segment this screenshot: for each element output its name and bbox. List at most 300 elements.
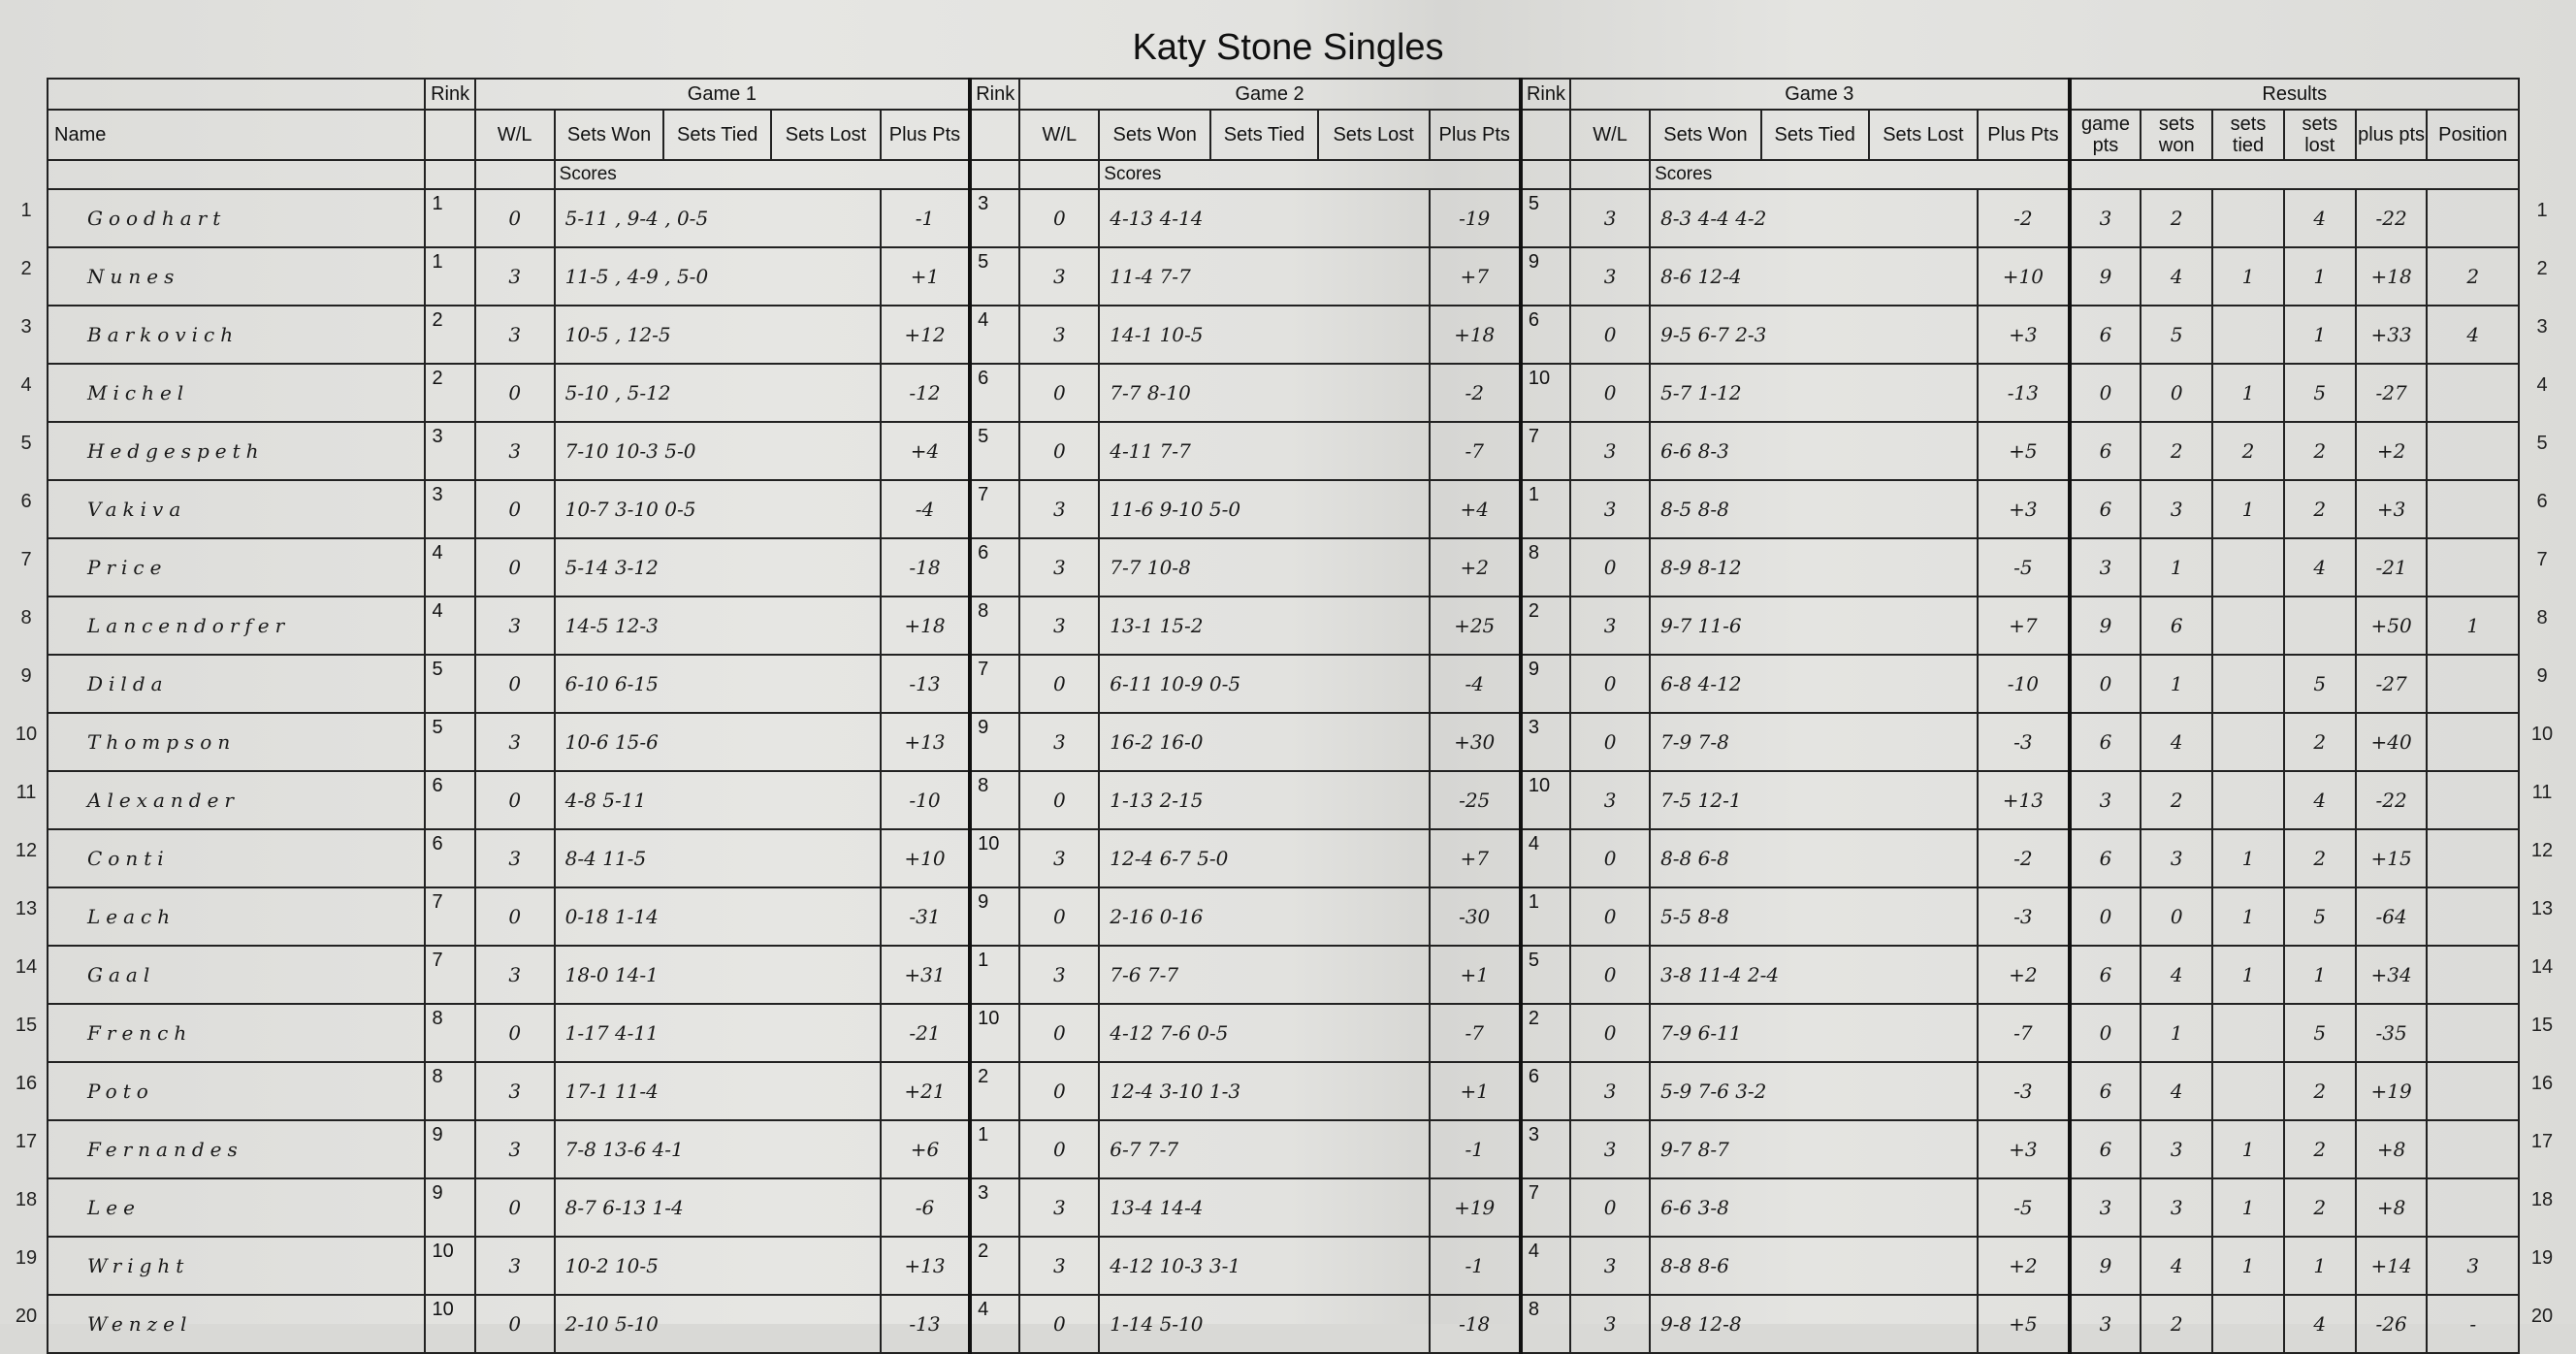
wl-game-2: 3 <box>1019 829 1099 887</box>
wl-game-3: 0 <box>1570 946 1650 1004</box>
plus-pts-game-2: +7 <box>1430 247 1521 306</box>
header-blank <box>2070 160 2519 189</box>
wl-game-3: 3 <box>1570 422 1650 480</box>
header-sets-lost-3: Sets Lost <box>1869 110 1979 160</box>
scores-game-2: 1-14 5-10 <box>1099 1295 1429 1353</box>
wl-game-1: 0 <box>475 480 555 538</box>
plus-pts-game-3: -13 <box>1978 364 2069 422</box>
row-number-left: 19 <box>15 1247 38 1269</box>
plus-pts-game-1: +6 <box>881 1120 970 1178</box>
row-number-left: 12 <box>15 840 38 861</box>
result-sets-lost: 4 <box>2284 771 2356 829</box>
scores-game-2: 7-7 10-8 <box>1099 538 1429 596</box>
scores-game-1: 0-18 1-14 <box>555 887 881 946</box>
result-position <box>2427 1004 2519 1062</box>
plus-pts-game-3: +2 <box>1978 1237 2069 1295</box>
header-res-sets-won: sets won <box>2141 110 2212 160</box>
header-res-sets-tied: sets tied <box>2212 110 2284 160</box>
wl-game-2: 3 <box>1019 247 1099 306</box>
wl-game-1: 3 <box>475 1062 555 1120</box>
scores-game-2: 12-4 3-10 1-3 <box>1099 1062 1429 1120</box>
rink-game-3: 3 <box>1521 713 1570 771</box>
result-game-pts: 3 <box>2070 1178 2141 1237</box>
rink-game-1: 1 <box>425 247 474 306</box>
scores-game-3: 5-5 8-8 <box>1650 887 1978 946</box>
result-sets-tied: 1 <box>2212 1237 2284 1295</box>
result-sets-tied <box>2212 596 2284 655</box>
scores-game-2: 13-1 15-2 <box>1099 596 1429 655</box>
result-plus-pts: +3 <box>2356 480 2428 538</box>
scores-game-3: 8-5 8-8 <box>1650 480 1978 538</box>
plus-pts-game-2: +30 <box>1430 713 1521 771</box>
row-number-left: 7 <box>20 549 32 570</box>
result-sets-won: 2 <box>2141 422 2212 480</box>
row-number-right: 10 <box>2530 724 2554 745</box>
rink-game-2: 7 <box>970 655 1019 713</box>
plus-pts-game-3: +5 <box>1978 422 2069 480</box>
wl-game-1: 0 <box>475 364 555 422</box>
plus-pts-game-1: +12 <box>881 306 970 364</box>
row-number-right: 17 <box>2530 1131 2554 1152</box>
rink-game-3: 4 <box>1521 1237 1570 1295</box>
rink-game-1: 1 <box>425 189 474 247</box>
wl-game-2: 0 <box>1019 655 1099 713</box>
rink-game-2: 3 <box>970 1178 1019 1237</box>
rink-game-1: 10 <box>425 1237 474 1295</box>
plus-pts-game-2: +2 <box>1430 538 1521 596</box>
wl-game-2: 3 <box>1019 946 1099 1004</box>
scores-game-1: 18-0 14-1 <box>555 946 881 1004</box>
result-sets-lost <box>2284 596 2356 655</box>
header-wl-1: W/L <box>475 110 555 160</box>
result-sets-lost: 2 <box>2284 713 2356 771</box>
scores-game-3: 5-9 7-6 3-2 <box>1650 1062 1978 1120</box>
scores-game-3: 6-8 4-12 <box>1650 655 1978 713</box>
row-number-right: 3 <box>2536 316 2548 338</box>
plus-pts-game-1: -1 <box>881 189 970 247</box>
header-sets-tied-2: Sets Tied <box>1210 110 1318 160</box>
rink-game-1: 9 <box>425 1178 474 1237</box>
rink-game-3: 1 <box>1521 480 1570 538</box>
plus-pts-game-1: +21 <box>881 1062 970 1120</box>
wl-game-2: 3 <box>1019 480 1099 538</box>
wl-game-2: 3 <box>1019 306 1099 364</box>
result-position: - <box>2427 1295 2519 1353</box>
row-number-right: 20 <box>2530 1306 2554 1327</box>
result-sets-won: 2 <box>2141 771 2212 829</box>
rink-game-2: 8 <box>970 771 1019 829</box>
header-blank <box>1521 160 1570 189</box>
plus-pts-game-2: -7 <box>1430 1004 1521 1062</box>
wl-game-3: 0 <box>1570 538 1650 596</box>
scores-game-3: 7-9 7-8 <box>1650 713 1978 771</box>
result-sets-lost: 4 <box>2284 1295 2356 1353</box>
scores-game-1: 11-5 , 4-9 , 5-0 <box>555 247 881 306</box>
plus-pts-game-2: -1 <box>1430 1237 1521 1295</box>
wl-game-3: 3 <box>1570 1295 1650 1353</box>
result-game-pts: 6 <box>2070 946 2141 1004</box>
wl-game-2: 0 <box>1019 1004 1099 1062</box>
wl-game-2: 0 <box>1019 887 1099 946</box>
result-plus-pts: +14 <box>2356 1237 2428 1295</box>
result-game-pts: 9 <box>2070 596 2141 655</box>
plus-pts-game-3: +13 <box>1978 771 2069 829</box>
plus-pts-game-1: +18 <box>881 596 970 655</box>
plus-pts-game-2: +25 <box>1430 596 1521 655</box>
row-number-left: 9 <box>20 665 32 687</box>
result-plus-pts: -27 <box>2356 655 2428 713</box>
scores-game-2: 4-13 4-14 <box>1099 189 1429 247</box>
result-position <box>2427 1178 2519 1237</box>
row-number-right: 1 <box>2536 200 2548 221</box>
rink-game-1: 4 <box>425 538 474 596</box>
result-position <box>2427 946 2519 1004</box>
player-row <box>48 655 2519 713</box>
scores-game-3: 5-7 1-12 <box>1650 364 1978 422</box>
player-row <box>48 364 2519 422</box>
result-position <box>2427 771 2519 829</box>
scores-game-3: 8-8 6-8 <box>1650 829 1978 887</box>
scores-game-1: 10-5 , 12-5 <box>555 306 881 364</box>
result-sets-tied <box>2212 1062 2284 1120</box>
rink-game-2: 8 <box>970 596 1019 655</box>
rink-game-1: 4 <box>425 596 474 655</box>
result-sets-won: 3 <box>2141 829 2212 887</box>
wl-game-3: 3 <box>1570 1120 1650 1178</box>
scores-game-3: 8-3 4-4 4-2 <box>1650 189 1978 247</box>
result-position <box>2427 422 2519 480</box>
player-name: Conti <box>48 829 425 887</box>
rink-game-2: 10 <box>970 1004 1019 1062</box>
header-sets-won-3: Sets Won <box>1650 110 1761 160</box>
rink-game-1: 5 <box>425 655 474 713</box>
header-res-plus-pts: plus pts <box>2356 110 2428 160</box>
scores-game-1: 10-7 3-10 0-5 <box>555 480 881 538</box>
plus-pts-game-2: -25 <box>1430 771 1521 829</box>
result-sets-lost: 5 <box>2284 887 2356 946</box>
row-number-left: 20 <box>15 1306 38 1327</box>
player-row <box>48 1178 2519 1237</box>
result-sets-lost: 1 <box>2284 306 2356 364</box>
row-number-left: 11 <box>16 782 37 803</box>
result-game-pts: 0 <box>2070 1004 2141 1062</box>
row-number-left: 10 <box>15 724 38 745</box>
wl-game-3: 0 <box>1570 364 1650 422</box>
header-scores-3: Scores <box>1650 160 2070 189</box>
result-sets-won: 2 <box>2141 189 2212 247</box>
result-position: 3 <box>2427 1237 2519 1295</box>
scores-game-2: 7-6 7-7 <box>1099 946 1429 1004</box>
header-blank <box>1570 160 1650 189</box>
wl-game-1: 3 <box>475 946 555 1004</box>
wl-game-3: 0 <box>1570 1178 1650 1237</box>
result-plus-pts: +8 <box>2356 1178 2428 1237</box>
wl-game-1: 0 <box>475 189 555 247</box>
rink-game-3: 2 <box>1521 596 1570 655</box>
scores-game-2: 12-4 6-7 5-0 <box>1099 829 1429 887</box>
result-position <box>2427 1120 2519 1178</box>
result-sets-lost: 5 <box>2284 1004 2356 1062</box>
wl-game-2: 0 <box>1019 771 1099 829</box>
result-sets-won: 4 <box>2141 247 2212 306</box>
plus-pts-game-2: -2 <box>1430 364 1521 422</box>
scores-game-2: 13-4 14-4 <box>1099 1178 1429 1237</box>
header-sets-won-2: Sets Won <box>1099 110 1210 160</box>
player-row <box>48 946 2519 1004</box>
result-plus-pts: -22 <box>2356 771 2428 829</box>
rink-game-3: 8 <box>1521 538 1570 596</box>
score-table <box>47 78 2520 1354</box>
plus-pts-game-3: +3 <box>1978 1120 2069 1178</box>
result-sets-won: 4 <box>2141 1237 2212 1295</box>
result-game-pts: 9 <box>2070 1237 2141 1295</box>
header-rink-2: Rink <box>970 79 1019 110</box>
result-sets-won: 3 <box>2141 1178 2212 1237</box>
result-plus-pts: +19 <box>2356 1062 2428 1120</box>
row-number-right: 12 <box>2530 840 2554 861</box>
rink-game-3: 10 <box>1521 771 1570 829</box>
player-name: Wright <box>48 1237 425 1295</box>
result-game-pts: 0 <box>2070 364 2141 422</box>
result-sets-won: 2 <box>2141 1295 2212 1353</box>
wl-game-2: 3 <box>1019 713 1099 771</box>
row-number-left: 18 <box>15 1189 38 1210</box>
result-game-pts: 0 <box>2070 887 2141 946</box>
rink-game-2: 2 <box>970 1237 1019 1295</box>
row-number-right: 18 <box>2530 1189 2554 1210</box>
header-res-game-pts: game pts <box>2070 110 2141 160</box>
scores-game-2: 7-7 8-10 <box>1099 364 1429 422</box>
result-plus-pts: +8 <box>2356 1120 2428 1178</box>
result-game-pts: 3 <box>2070 189 2141 247</box>
plus-pts-game-3: -3 <box>1978 713 2069 771</box>
scores-game-3: 3-8 11-4 2-4 <box>1650 946 1978 1004</box>
result-sets-lost: 2 <box>2284 1062 2356 1120</box>
wl-game-1: 0 <box>475 887 555 946</box>
row-number-right: 7 <box>2536 549 2548 570</box>
wl-game-3: 3 <box>1570 480 1650 538</box>
row-number-right: 11 <box>2531 782 2553 803</box>
scores-game-3: 8-9 8-12 <box>1650 538 1978 596</box>
plus-pts-game-2: -30 <box>1430 887 1521 946</box>
result-sets-won: 3 <box>2141 1120 2212 1178</box>
result-game-pts: 6 <box>2070 306 2141 364</box>
row-number-right: 4 <box>2536 374 2548 396</box>
header-blank <box>970 110 1019 160</box>
result-position: 2 <box>2427 247 2519 306</box>
plus-pts-game-1: -21 <box>881 1004 970 1062</box>
result-game-pts: 6 <box>2070 713 2141 771</box>
wl-game-3: 0 <box>1570 887 1650 946</box>
wl-game-2: 3 <box>1019 596 1099 655</box>
rink-game-2: 3 <box>970 189 1019 247</box>
rink-game-3: 6 <box>1521 1062 1570 1120</box>
plus-pts-game-1: +4 <box>881 422 970 480</box>
player-name: Vakiva <box>48 480 425 538</box>
row-number-left: 6 <box>20 491 32 512</box>
rink-game-3: 1 <box>1521 887 1570 946</box>
wl-game-3: 3 <box>1570 1237 1650 1295</box>
result-sets-won: 1 <box>2141 655 2212 713</box>
result-position <box>2427 655 2519 713</box>
plus-pts-game-1: +31 <box>881 946 970 1004</box>
header-blank <box>48 160 425 189</box>
rink-game-1: 8 <box>425 1004 474 1062</box>
result-game-pts: 3 <box>2070 1295 2141 1353</box>
player-row <box>48 1062 2519 1120</box>
result-sets-lost: 5 <box>2284 364 2356 422</box>
result-plus-pts: -21 <box>2356 538 2428 596</box>
scores-game-1: 6-10 6-15 <box>555 655 881 713</box>
rink-game-3: 2 <box>1521 1004 1570 1062</box>
result-sets-tied <box>2212 306 2284 364</box>
plus-pts-game-2: +7 <box>1430 829 1521 887</box>
scores-game-1: 7-8 13-6 4-1 <box>555 1120 881 1178</box>
header-plus-pts-1: Plus Pts <box>881 110 970 160</box>
result-position <box>2427 1062 2519 1120</box>
header-plus-pts-3: Plus Pts <box>1978 110 2069 160</box>
result-sets-tied: 1 <box>2212 829 2284 887</box>
wl-game-2: 3 <box>1019 538 1099 596</box>
plus-pts-game-1: -6 <box>881 1178 970 1237</box>
plus-pts-game-1: -12 <box>881 364 970 422</box>
rink-game-1: 3 <box>425 480 474 538</box>
rink-game-2: 9 <box>970 887 1019 946</box>
result-sets-won: 4 <box>2141 1062 2212 1120</box>
plus-pts-game-3: -5 <box>1978 538 2069 596</box>
plus-pts-game-2: +4 <box>1430 480 1521 538</box>
result-sets-lost: 2 <box>2284 422 2356 480</box>
result-position: 1 <box>2427 596 2519 655</box>
row-number-left: 3 <box>20 316 32 338</box>
row-number-left: 17 <box>15 1131 38 1152</box>
header-res-position: Position <box>2427 110 2519 160</box>
row-number-right: 2 <box>2536 258 2548 279</box>
plus-pts-game-2: +1 <box>1430 946 1521 1004</box>
row-number-right: 8 <box>2536 607 2548 629</box>
rink-game-3: 8 <box>1521 1295 1570 1353</box>
plus-pts-game-3: -2 <box>1978 189 2069 247</box>
result-position <box>2427 713 2519 771</box>
result-game-pts: 6 <box>2070 829 2141 887</box>
header-name: Name <box>48 110 425 160</box>
row-number-left: 4 <box>20 374 32 396</box>
row-number-right: 16 <box>2530 1073 2554 1094</box>
rink-game-2: 1 <box>970 946 1019 1004</box>
result-position <box>2427 189 2519 247</box>
wl-game-1: 3 <box>475 247 555 306</box>
rink-game-1: 2 <box>425 364 474 422</box>
rink-game-2: 6 <box>970 364 1019 422</box>
row-number-left: 16 <box>15 1073 38 1094</box>
plus-pts-game-2: -4 <box>1430 655 1521 713</box>
plus-pts-game-3: -3 <box>1978 1062 2069 1120</box>
rink-game-1: 3 <box>425 422 474 480</box>
result-sets-lost: 4 <box>2284 538 2356 596</box>
wl-game-2: 0 <box>1019 1120 1099 1178</box>
plus-pts-game-3: -2 <box>1978 829 2069 887</box>
plus-pts-game-3: +5 <box>1978 1295 2069 1353</box>
header-blank <box>1521 110 1570 160</box>
result-sets-tied <box>2212 771 2284 829</box>
player-name: Lancendorfer <box>48 596 425 655</box>
row-number-left: 2 <box>20 258 32 279</box>
result-game-pts: 6 <box>2070 1120 2141 1178</box>
scores-game-2: 4-11 7-7 <box>1099 422 1429 480</box>
scores-game-3: 7-5 12-1 <box>1650 771 1978 829</box>
plus-pts-game-3: +3 <box>1978 480 2069 538</box>
wl-game-3: 3 <box>1570 247 1650 306</box>
result-sets-tied: 1 <box>2212 480 2284 538</box>
result-game-pts: 9 <box>2070 247 2141 306</box>
result-sets-lost: 2 <box>2284 1120 2356 1178</box>
result-sets-lost: 2 <box>2284 829 2356 887</box>
header-blank <box>475 160 555 189</box>
scores-game-3: 7-9 6-11 <box>1650 1004 1978 1062</box>
rink-game-2: 4 <box>970 1295 1019 1353</box>
plus-pts-game-3: -5 <box>1978 1178 2069 1237</box>
header-blank <box>970 160 1019 189</box>
wl-game-1: 3 <box>475 306 555 364</box>
plus-pts-game-3: +2 <box>1978 946 2069 1004</box>
scores-game-2: 2-16 0-16 <box>1099 887 1429 946</box>
result-position: 4 <box>2427 306 2519 364</box>
plus-pts-game-3: +10 <box>1978 247 2069 306</box>
plus-pts-game-2: -18 <box>1430 1295 1521 1353</box>
scores-game-1: 5-10 , 5-12 <box>555 364 881 422</box>
scores-game-2: 6-7 7-7 <box>1099 1120 1429 1178</box>
result-sets-tied <box>2212 655 2284 713</box>
player-name: Fernandes <box>48 1120 425 1178</box>
result-sets-lost: 1 <box>2284 946 2356 1004</box>
wl-game-2: 0 <box>1019 364 1099 422</box>
scores-game-1: 14-5 12-3 <box>555 596 881 655</box>
result-sets-lost: 2 <box>2284 1178 2356 1237</box>
row-number-right: 5 <box>2536 433 2548 454</box>
wl-game-1: 3 <box>475 1120 555 1178</box>
rink-game-1: 6 <box>425 771 474 829</box>
player-row <box>48 829 2519 887</box>
player-name: Michel <box>48 364 425 422</box>
scores-game-2: 4-12 10-3 3-1 <box>1099 1237 1429 1295</box>
wl-game-2: 0 <box>1019 1062 1099 1120</box>
wl-game-1: 0 <box>475 655 555 713</box>
player-row <box>48 480 2519 538</box>
header-blank <box>425 160 474 189</box>
result-plus-pts: -35 <box>2356 1004 2428 1062</box>
result-sets-tied <box>2212 1295 2284 1353</box>
plus-pts-game-1: +13 <box>881 713 970 771</box>
scores-game-2: 1-13 2-15 <box>1099 771 1429 829</box>
result-position <box>2427 538 2519 596</box>
plus-pts-game-3: -3 <box>1978 887 2069 946</box>
rink-game-3: 10 <box>1521 364 1570 422</box>
wl-game-1: 0 <box>475 538 555 596</box>
result-plus-pts: +40 <box>2356 713 2428 771</box>
rink-game-1: 8 <box>425 1062 474 1120</box>
player-name: Wenzel <box>48 1295 425 1353</box>
wl-game-3: 3 <box>1570 1062 1650 1120</box>
plus-pts-game-3: -10 <box>1978 655 2069 713</box>
player-name: Lee <box>48 1178 425 1237</box>
wl-game-3: 0 <box>1570 655 1650 713</box>
rink-game-3: 7 <box>1521 1178 1570 1237</box>
row-number-right: 9 <box>2536 665 2548 687</box>
player-row <box>48 247 2519 306</box>
rink-game-2: 2 <box>970 1062 1019 1120</box>
header-plus-pts-2: Plus Pts <box>1430 110 1521 160</box>
result-position <box>2427 480 2519 538</box>
